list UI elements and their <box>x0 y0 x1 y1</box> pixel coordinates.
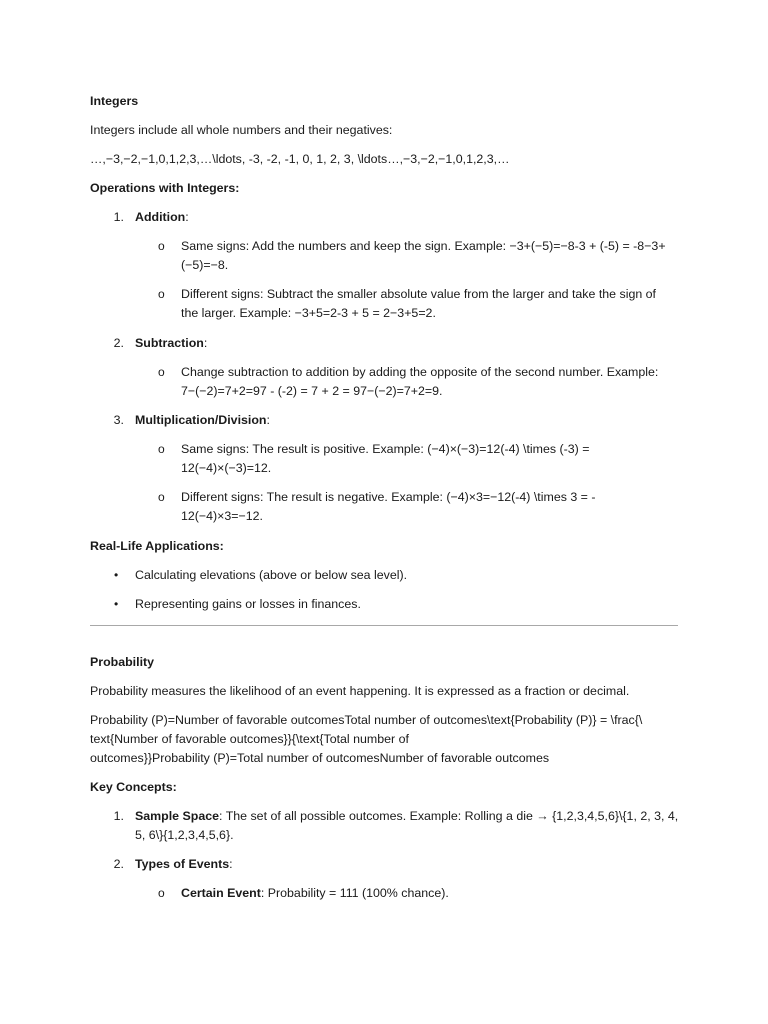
concept-sample-space <box>135 807 678 826</box>
integers-sequence: …,−3,−2,−1,0,1,2,3,…\ldots, -3, -2, -1, 0, 1, 2, 3, \ldots…,−3,−2,−1,0,1,2,3,… <box>90 152 510 166</box>
list-number: 3. <box>113 413 124 427</box>
probability-intro: Probability measures the likelihood of an event happening. It is expressed as a fraction or decimal. <box>90 684 630 698</box>
integers-heading: Integers <box>90 94 139 108</box>
circle-bullet: o <box>158 239 165 253</box>
circle-bullet: o <box>158 365 165 379</box>
operation-suffix: : <box>266 413 270 427</box>
probability-heading: Probability <box>90 655 155 669</box>
list-number: 2. <box>113 336 124 350</box>
bullet-line: Different signs: The result is negative. Example: (−4)×3=−12(-4) \times 3 = - <box>181 490 596 504</box>
bullet-dot: • <box>114 568 119 582</box>
list-number: 2. <box>113 857 124 871</box>
concept-types-of-events <box>135 855 233 874</box>
list-item: Representing gains or losses in finances. <box>135 597 361 611</box>
operation-title: Subtraction <box>135 336 204 350</box>
operation-multiplication-title <box>135 411 270 430</box>
concept-text: : The set of all possible outcomes. Example: Rolling a die → {1,2,3,4,5,6}\{1, 2, 3, 4, <box>219 809 679 823</box>
list-number: 1. <box>113 809 124 823</box>
formula-line: outcomes}}Probability (P)=Total number of outcomesNumber of favorable outcomes <box>90 751 550 765</box>
operation-suffix: : <box>203 336 208 350</box>
integers-intro: Integers include all whole numbers and their negatives: <box>90 123 393 137</box>
operation-subtraction-title <box>135 334 207 353</box>
bullet-line: Change subtraction to addition by adding the opposite of the second number. Example: <box>181 365 659 379</box>
operation-suffix: : <box>185 210 189 224</box>
bullet-line: Different signs: Subtract the smaller absolute value from the larger and take the sign of <box>181 287 657 301</box>
concept-title: Types of Events <box>135 857 230 871</box>
list-item: Calculating elevations (above or below sea level). <box>135 568 408 582</box>
formula-line: text{Number of favorable outcomes}}{\text{Total number of <box>90 732 409 746</box>
bullet-line: Same signs: The result is positive. Example: (−4)×(−3)=12(-4) \times (-3) = <box>181 442 590 456</box>
bullet-line: Same signs: Add the numbers and keep the sign. Example: −3+(−5)=−8-3 + (-5) = -8−3+ <box>181 239 666 253</box>
applications-heading: Real-Life Applications: <box>90 539 224 553</box>
bullet-line: 12(−4)×3=−12. <box>181 509 263 523</box>
bullet-line: 12(−4)×(−3)=12. <box>181 461 272 475</box>
concept-title: Sample Space <box>135 809 220 823</box>
bullet-dot: • <box>114 597 119 611</box>
operation-addition-title <box>135 208 189 227</box>
operation-title: Multiplication/Division <box>135 413 267 427</box>
concept-suffix: : <box>229 857 233 871</box>
list-number: 1. <box>113 210 124 224</box>
bullet-line <box>181 884 449 903</box>
formula-line: Probability (P)=Number of favorable outcomesTotal number of outcomes\text{Probability (P)} = \frac{\ <box>90 713 643 727</box>
bullet-line: (−5)=−8. <box>181 258 229 272</box>
operations-heading: Operations with Integers: <box>90 181 240 195</box>
bullet-line: the larger. Example: −3+5=2-3 + 5 = 2−3+5=2. <box>181 306 436 320</box>
event-text: : Probability = 111 (100% chance). <box>260 886 449 900</box>
bullet-line: 7−(−2)=7+2=97 - (-2) = 7 + 2 = 97−(−2)=7+2=9. <box>181 384 443 398</box>
circle-bullet: o <box>158 886 165 900</box>
horizontal-divider <box>90 625 678 626</box>
concept-text-line: 5, 6\}{1,2,3,4,5,6}. <box>135 828 234 842</box>
circle-bullet: o <box>158 490 165 504</box>
event-title: Certain Event <box>181 886 261 900</box>
operation-title: Addition <box>135 210 186 224</box>
key-concepts-heading: Key Concepts: <box>90 780 177 794</box>
circle-bullet: o <box>158 287 165 301</box>
circle-bullet: o <box>158 442 165 456</box>
